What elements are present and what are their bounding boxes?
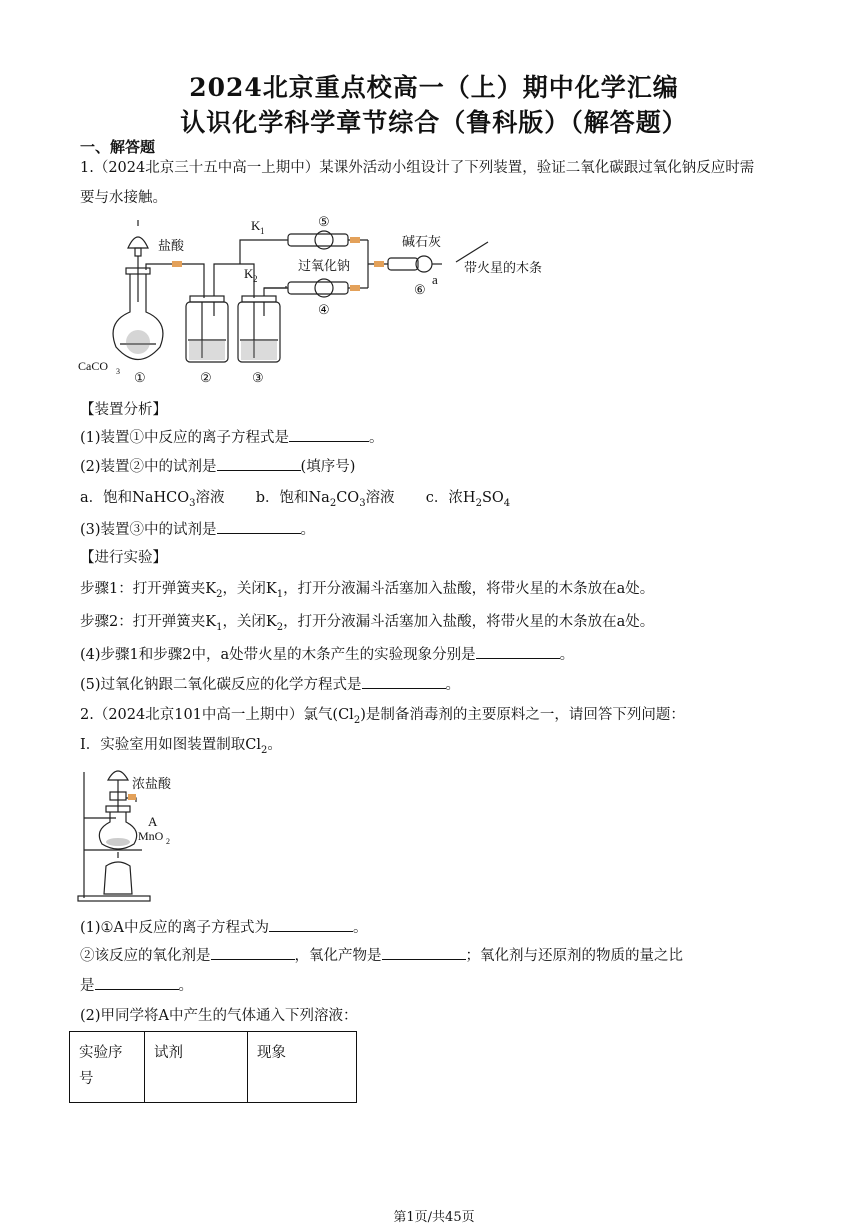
answer-blank[interactable] [217, 456, 301, 471]
q1-sub1: (1)装置①中反应的离子方程式是 。 [80, 426, 384, 447]
label-num2: ② [200, 370, 212, 385]
label-conc-hcl: 浓盐酸 [132, 776, 172, 791]
experiment-heading: 【进行实验】 [80, 550, 167, 566]
answer-blank[interactable] [269, 917, 353, 932]
label-mno2: MnO [138, 829, 164, 843]
q1-intro-line1: 1.（2024北京三十五中高一上期中）某课外活动小组设计了下列装置，验证二氧化碳跟过氧化钠反应时需 [80, 160, 755, 176]
apparatus-diagram-cl2 [76, 762, 196, 904]
option-c: c．浓$H_2SO_4$ [425, 490, 511, 509]
q2-part1: I．实验室用如图装置制取$Cl_2$。 [80, 737, 282, 756]
step2: 步骤2：打开弹簧夹$K_1$，关闭$K_2$，打开分液漏斗活塞加入盐酸，将带火星的木条放在a处。 [80, 614, 655, 633]
section-title: 一、解答题 [80, 138, 156, 156]
table-header-cell: 现象 [248, 1032, 357, 1103]
option-a: a．饱和NaHCO$_3$溶液 [80, 490, 225, 509]
label-k2: K [244, 266, 254, 281]
label-na2o2: 过氧化钠 [298, 258, 351, 273]
label-num5: ⑤ [318, 214, 330, 229]
answer-blank[interactable] [217, 519, 301, 534]
table-header-cell: 试剂 [145, 1032, 248, 1103]
q2-sub1: (1)①A中反应的离子方程式为 。 [80, 916, 368, 937]
q2-sub1c: 是 。 [80, 974, 193, 995]
page-title: 2024北京重点校高一（上）期中化学汇编 [189, 73, 679, 102]
label-a: A [148, 814, 158, 829]
experiment-table [69, 1031, 357, 1103]
label-num6: ⑥ [414, 282, 426, 297]
label-num1: ① [134, 370, 146, 385]
page-subtitle: 认识化学科学章节综合（鲁科版）（解答题） [180, 108, 688, 137]
answer-blank[interactable] [476, 644, 560, 659]
q1-sub4: (4)步骤1和步骤2中，a处带火星的木条产生的实验现象分别是 。 [80, 643, 574, 664]
label-num4: ④ [318, 302, 330, 317]
answer-blank[interactable] [211, 945, 295, 960]
label-a: a [432, 272, 438, 287]
q2-sub1b: ②该反应的氧化剂是 ，氧化产物是 ；氧化剂与还原剂的物质的量之比 [80, 944, 683, 965]
label-sodalime: 碱石灰 [402, 234, 442, 249]
q1-sub3: (3)装置③中的试剂是 。 [80, 518, 315, 539]
q1-sub1-text: (1)装置①中反应的离子方程式是 [80, 430, 290, 446]
label-hcl: 盐酸 [158, 238, 185, 253]
table-header-cell: 实验序号 [70, 1032, 145, 1103]
answer-blank[interactable] [95, 975, 179, 990]
label-num3: ③ [252, 370, 264, 385]
label-k2-sub: 2 [253, 274, 258, 284]
label-caco3-sub: 3 [116, 367, 120, 376]
option-b: b．饱和$Na_2CO_3$溶液 [255, 490, 395, 509]
analysis-heading: 【装置分析】 [80, 402, 167, 418]
q1-options [80, 486, 510, 509]
label-k1: K [251, 218, 261, 233]
label-caco3: CaCO [78, 359, 108, 373]
q2-sub2: (2)甲同学将A中产生的气体通入下列溶液： [80, 1008, 358, 1024]
q1-intro-line2: 要与水接触。 [80, 190, 167, 206]
answer-blank[interactable] [289, 427, 369, 442]
step1: 步骤1：打开弹簧夹$K_2$，关闭$K_1$，打开分液漏斗活塞加入盐酸，将带火星的木条放在a处。 [80, 581, 655, 600]
q2-intro: 2.（2024北京101中高一上期中）氯气$(Cl_2)$是制备消毒剂的主要原料之一，请回答下列问题： [80, 707, 685, 726]
apparatus-diagram-co2 [76, 212, 556, 390]
answer-blank[interactable] [382, 945, 466, 960]
q1-sub2: (2)装置②中的试剂是 (填序号) [80, 455, 355, 476]
label-k1-sub: 1 [260, 226, 265, 236]
page-footer: 第1页/共45页 [393, 1210, 475, 1225]
label-mno2-sub: 2 [166, 837, 170, 846]
table-header-row [70, 1032, 357, 1103]
label-splint: 带火星的木条 [464, 260, 543, 275]
answer-blank[interactable] [362, 674, 446, 689]
q1-sub5: (5)过氧化钠跟二氧化碳反应的化学方程式是 。 [80, 673, 460, 694]
